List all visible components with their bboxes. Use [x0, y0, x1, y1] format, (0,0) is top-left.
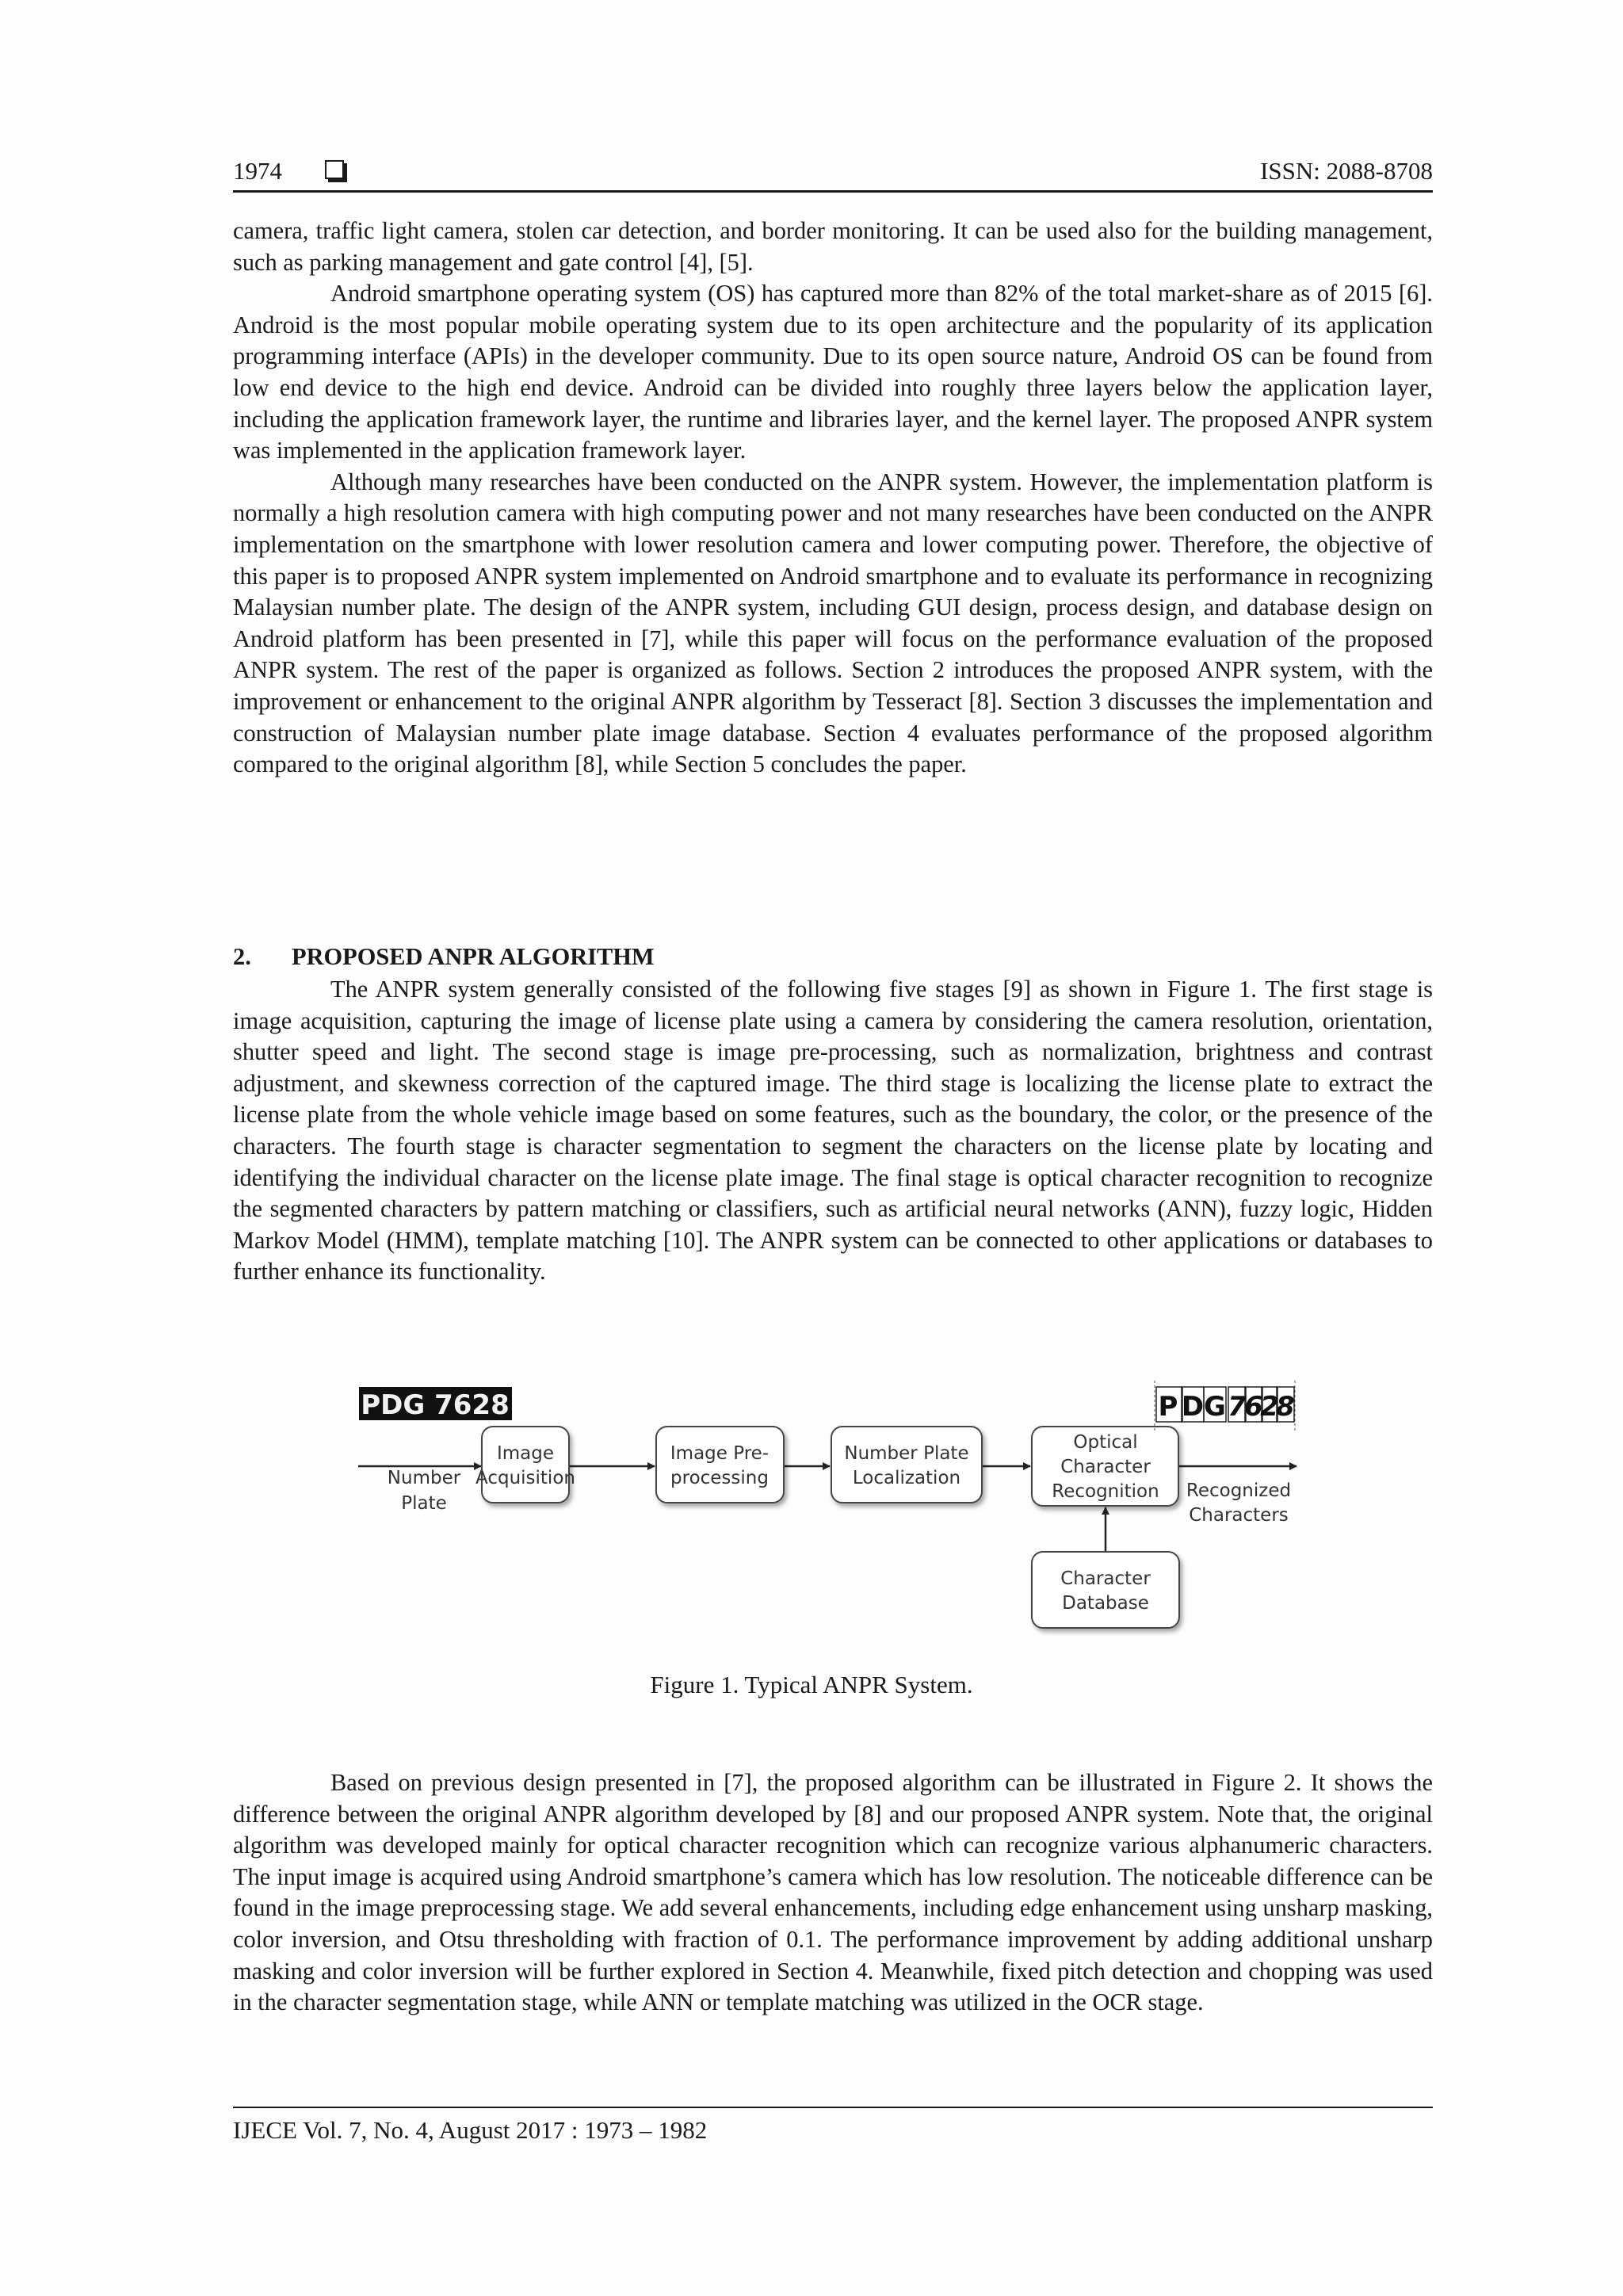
plate-text: PDG 7628 [361, 1389, 510, 1421]
svg-text:Localization: Localization [852, 1468, 961, 1488]
segmented-char: 6 [1244, 1391, 1263, 1423]
box-optical-character-recognition [1032, 1427, 1178, 1506]
svg-text:Character: Character [1060, 1568, 1151, 1589]
box-image-preprocessing [656, 1427, 784, 1503]
page-footer [233, 2107, 1433, 2145]
svg-text:processing: processing [670, 1468, 769, 1488]
section-number: 2. [233, 943, 251, 970]
segmented-char: 2 [1260, 1391, 1279, 1423]
svg-text:Recognition: Recognition [1052, 1481, 1159, 1502]
svg-text:Character: Character [1060, 1457, 1151, 1477]
page-number: 1974 [233, 157, 282, 185]
figure-caption: Figure 1. Typical ANPR System. [650, 1671, 973, 1698]
svg-text:Image Pre-: Image Pre- [670, 1443, 769, 1464]
input-label-line2: Plate [401, 1493, 447, 1514]
box-image-acquisition [475, 1427, 575, 1503]
paragraph: Android smartphone operating system (OS) has captured more than 82% of the total market-share as of 2015 [6]. Android is the most popular mobile operating system due to its open architecture and the popularity of its application programming interface (APIs) in the developer community. Due to its open source nature, Android OS can be found from low end device to the high end device. Android can be divided into roughly three layers below the application layer, including the application framework layer, the runtime and libraries layer, and the kernel layer. The proposed ANPR system was implemented in the application framework layer. [233, 280, 1433, 464]
segmented-char: 8 [1276, 1391, 1295, 1423]
paragraph: Based on previous design presented in [7], the proposed algorithm can be illustrated in Figure 2. It shows the difference between the original ANPR algorithm developed by [8] and our proposed ANPR system. Note that, the original algorithm was developed mainly for optical character recognition which can recognize various alphanumeric characters. The input image is acquired using Android smartphone’s camera which has low resolution. The noticeable difference can be found in the image preprocessing stage. We add several enhancements, including edge enhancement using unsharp masking, color inversion, and Otsu thresholding with fraction of 0.1. The performance improvement by adding additional unsharp masking and color inversion will be further explored in Section 4. Meanwhile, fixed pitch detection and chopping was used in the character segmentation stage, while ANN or template matching was utilized in the OCR stage. [233, 1769, 1433, 2016]
paragraph: Although many researches have been conducted on the ANPR system. However, the implementation platform is normally a high resolution camera with high computing power and not many researches have been conducted on the ANPR implementation on the smartphone with lower resolution camera and lower computing power. Therefore, the objective of this paper is to proposed ANPR system implemented on Android smartphone and to evaluate its performance in recognizing Malaysian number plate. The design of the ANPR system, including GUI design, process design, and database design on Android platform has been presented in [7], while this paper will focus on the performance evaluation of the proposed ANPR system. The rest of the paper is organized as follows. Section 2 introduces the proposed ANPR system, with the improvement or enhancement to the original ANPR algorithm by Tesseract [8]. Section 3 discusses the implementation and construction of Malaysian number plate image database. Section 4 evaluates performance of the proposed algorithm compared to the original algorithm [8], while Section 5 concludes the paper. [233, 468, 1433, 778]
footer-citation: IJECE Vol. 7, No. 4, August 2017 : 1973 – 1982 [233, 2116, 708, 2144]
issn: ISSN: 2088-8708 [1260, 157, 1433, 185]
output-label-line2: Characters [1189, 1505, 1289, 1526]
box-number-plate-localization [831, 1427, 982, 1503]
segmented-char: D [1181, 1391, 1205, 1423]
segmented-char: 7 [1228, 1391, 1247, 1423]
segmented-char: P [1158, 1391, 1178, 1423]
body-text-bottom [233, 1767, 1433, 2019]
svg-text:Number Plate: Number Plate [844, 1443, 969, 1464]
svg-text:Image: Image [496, 1443, 555, 1464]
segmented-characters-image [1155, 1381, 1295, 1431]
paragraph: The ANPR system generally consisted of the following five stages [9] as shown in Figure 1. The first stage is image acquisition, capturing the image of license plate using a camera by considering the camera resolution, orientation, shutter speed and light. The second stage is image pre-processing, such as normalization, brightness and contrast adjustment, and skewness correction of the captured image. The third stage is localizing the license plate to extract the license plate from the whole vehicle image based on some features, such as the boundary, the color, or the presence of the characters. The fourth stage is character segmentation to segment the characters on the license plate by locating and identifying the individual character on the license plate image. The final stage is optical character recognition to recognize the segmented characters by pattern matching or classifiers, such as artificial neural networks (ANN), fuzzy logic, Hidden Markov Model (HMM), template matching [10]. The ANPR system can be connected to other applications or databases to further enhance its functionality. [233, 976, 1433, 1286]
input-label-line1: Number [387, 1468, 461, 1488]
segmented-char: G [1204, 1391, 1226, 1423]
section-title: PROPOSED ANPR ALGORITHM [292, 943, 655, 970]
svg-text:Database: Database [1062, 1593, 1149, 1614]
svg-text:Optical: Optical [1073, 1432, 1138, 1453]
svg-text:Acquisition: Acquisition [475, 1468, 575, 1488]
paragraph: camera, traffic light camera, stolen car detection, and border monitoring. It can be used also for the building management, such as parking management and gate control [4], [5]. [233, 217, 1433, 276]
box-character-database [1032, 1552, 1179, 1628]
number-plate-image [359, 1387, 512, 1421]
output-label-line1: Recognized [1186, 1480, 1292, 1501]
